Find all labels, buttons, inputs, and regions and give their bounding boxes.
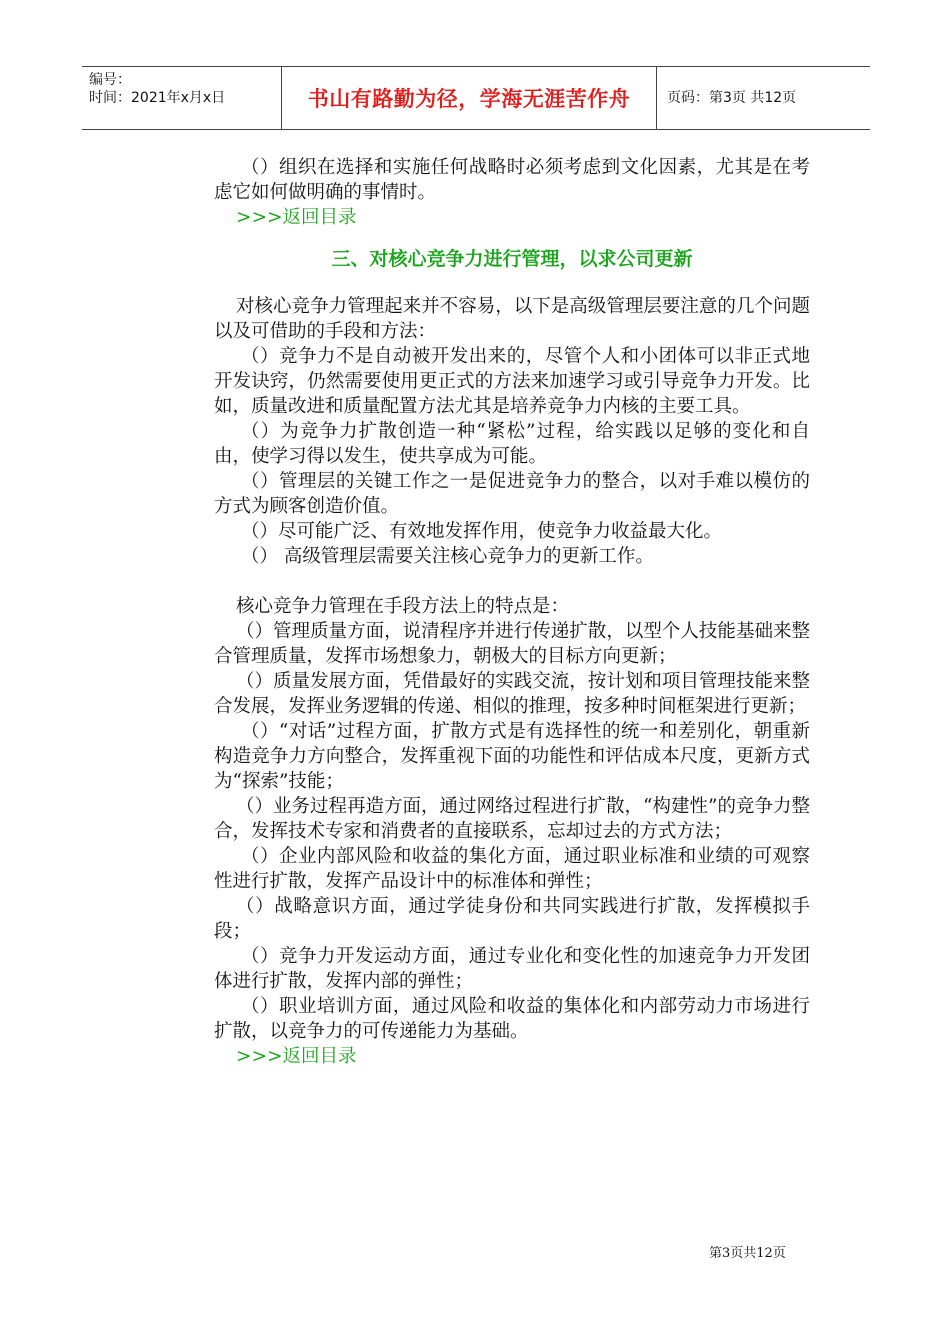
serial-number-label: 编号： [89,72,131,88]
list-item: （）竞争力开发运动方面，通过专业化和变化性的加速竞争力开发团体进行扩散，发挥内部的弹性； [214,946,810,992]
list-item: （）“对话”过程方面，扩散方式是有选择性的统一和差别化，朝重新构造竞争力方向整合，发挥重视下面的功能性和评估成本尺度，更新方式为“探索”技能； [214,721,810,792]
section-heading: 三、对核心竞争力进行管理，以求公司更新 [331,248,693,270]
return-to-toc-link[interactable]: >>>返回目录 [236,1046,357,1067]
list-item: （）业务过程再造方面，通过网络过程进行扩散，“构建性”的竞争力整合，发挥技术专家和消费者的直接联系，忘却过去的方式方法； [214,796,810,842]
spacer [214,569,810,594]
list-item: （）企业内部风险和收益的集化方面，通过职业标准和业绩的可观察性进行扩散，发挥产品设计中的标准体和弹性； [214,846,810,892]
page-code: 页码：第3页 共12页 [667,90,797,106]
list-item: （）为竞争力扩散创造一种“紧松”过程，给实践以足够的变化和自由，使学习得以发生，使共享成为可能。 [214,421,810,467]
header-motto-cell [281,67,657,129]
header-info-cell [82,67,281,129]
list-item: （）质量发展方面，凭借最好的实践交流，按计划和项目管理技能来整合发展，发挥业务逻辑的传递、相似的推理，按多种时间框架进行更新； [214,671,810,717]
list-item: （） 高级管理层需要关注核心竞争力的更新工作。 [241,546,654,567]
header-page-cell [657,67,870,129]
list-item: （）战略意识方面，通过学徒身份和共同实践进行扩散，发挥模拟手段； [214,896,810,942]
date-label: 时间：2021年x月x日 [89,90,226,106]
list-item: （）管理质量方面，说清程序并进行传递扩散，以型个人技能基础来整合管理质量，发挥市场想象力，朝极大的目标方向更新； [214,621,810,667]
list-item: （）尽可能广泛、有效地发挥作用，使竞争力收益最大化。 [241,521,723,542]
header-table [82,66,870,130]
return-to-toc-link[interactable]: >>>返回目录 [236,207,357,228]
list-item: （）竞争力不是自动被开发出来的，尽管个人和小团体可以非正式地开发诀窍，仍然需要使用更正式的方法来加速学习或引导竞争力开发。比如，质量改进和质量配置方法尤其是培养竞争力内核的主要工具。 [214,346,810,417]
document-body [214,155,810,1069]
intro-paragraph: （）组织在选择和实施任何战略时必须考虑到文化因素，尤其是在考虑它如何做明确的事情时。 [214,157,810,203]
motto-text: 书山有路勤为径，学海无涯苦作舟 [307,87,631,111]
list-item: （）职业培训方面，通过风险和收益的集体化和内部劳动力市场进行扩散，以竞争力的可传递能力为基础。 [214,996,810,1042]
page-footer: 第3页共12页 [709,1246,786,1261]
list-item: （）管理层的关键工作之一是促进竞争力的整合，以对手难以模仿的方式为顾客创造价值。 [214,471,810,517]
paragraph-methods: 核心竞争力管理在手段方法上的特点是： [236,596,570,617]
paragraph-management: 对核心竞争力管理起来并不容易，以下是高级管理层要注意的几个问题以及可借助的手段和方法： [214,296,810,342]
